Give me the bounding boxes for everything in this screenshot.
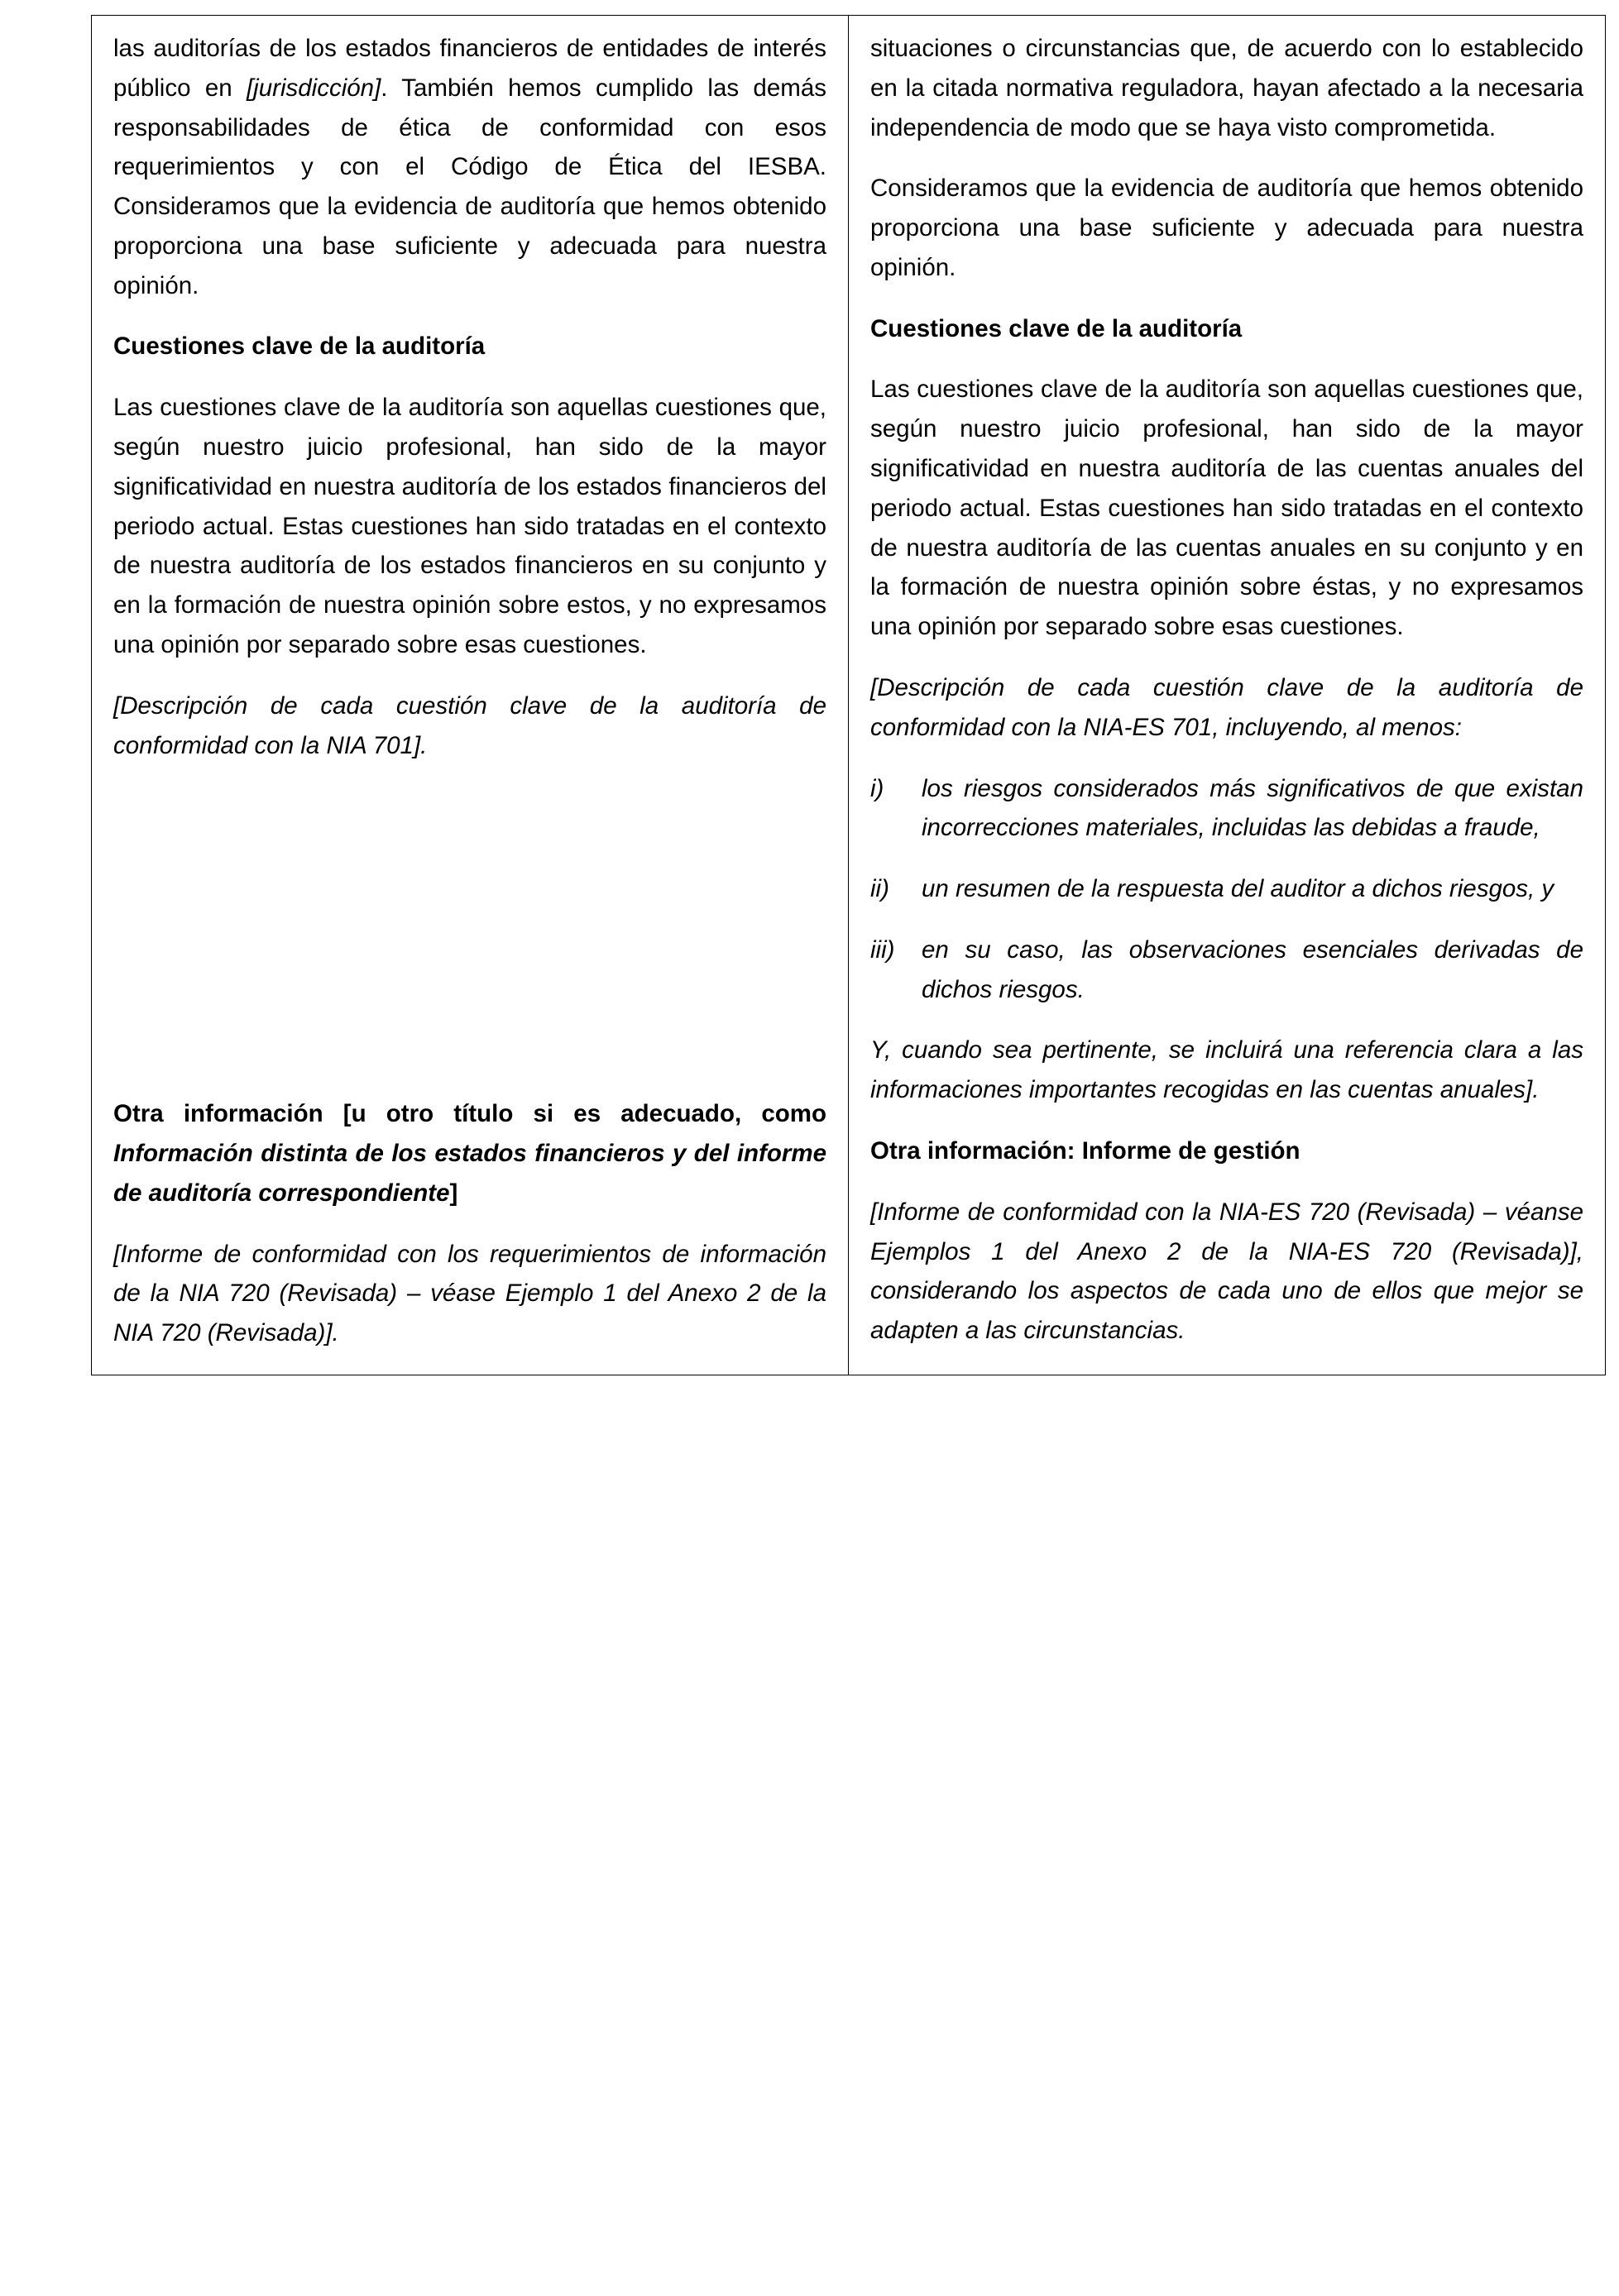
heading-run-bold-italic: Información distinta de los estados financieros y del informe de auditoría correspondiente: [113, 1140, 826, 1207]
list-item: [870, 930, 1583, 1010]
heading-run-bold: Otra información [u otro título si es adecuado, como: [113, 1100, 826, 1128]
right-roman-list: [870, 769, 1583, 1010]
list-item-text: un resumen de la respuesta del auditor a dichos riesgos, y: [922, 875, 1554, 903]
left-paragraph-descripcion-nia701: [Descripción de cada cuestión clave de la auditoría de conformidad con la NIA 701].: [113, 691, 826, 759]
right-heading-cuestiones-clave: Cuestiones clave de la auditoría: [870, 314, 1243, 342]
left-column-spacer: [113, 787, 826, 1094]
comparison-table: [91, 15, 1606, 1375]
left-heading-otra-informacion: [113, 1094, 826, 1213]
list-item: [870, 869, 1583, 909]
text-run-normal-2: . También hemos cumplido las demás responsabilidades de ética de conformidad con esos requerimientos y con el Código de Ética del IESBA. Consideramos que la evidencia de auditoría que hemos obtenido proporciona una base suficiente y adecuada para nuestra opinión.: [113, 74, 826, 299]
right-paragraph-situaciones: situaciones o circunstancias que, de acuerdo con lo establecido en la citada normativa reguladora, hayan afectado a la necesaria independencia de modo que se haya visto comprometida.: [870, 35, 1583, 141]
text-run-normal: las auditorías de los estados financieros de entidades de interés público en: [113, 35, 826, 102]
right-paragraph-consideramos: Consideramos que la evidencia de auditoría que hemos obtenido proporciona una base suficiente y adecuada para nuestra opinión.: [870, 175, 1583, 281]
text-run-italic-jurisdiccion: [jurisdicción]: [246, 74, 381, 102]
table-cell-left-column: [92, 16, 849, 1375]
table-row: [92, 16, 1606, 1375]
left-paragraph-informe-nia720: [Informe de conformidad con los requerimientos de información de la NIA 720 (Revisada) – véase Ejemplo 1 del Anexo 2 de la NIA 720 (Revisada)].: [113, 1240, 826, 1347]
list-item-marker: iii): [870, 935, 895, 964]
list-item-text: en su caso, las observaciones esenciales derivadas de dichos riesgos.: [922, 935, 1583, 1003]
left-paragraph-auditorias: [113, 29, 826, 305]
right-heading-otra-informacion: Otra información: Informe de gestión: [870, 1136, 1300, 1165]
list-item-marker: i): [870, 774, 884, 802]
heading-run-bold-close: ]: [449, 1179, 458, 1207]
list-item-text: los riesgos considerados más significativos de que existan incorrecciones materiales, incluidas las debidas a fraude,: [922, 774, 1583, 842]
table-cell-right-column: [849, 16, 1606, 1375]
right-paragraph-cuando-sea-pertinente: Y, cuando sea pertinente, se incluirá una referencia clara a las informaciones importantes recogidas en las cuentas anuales].: [870, 1036, 1583, 1104]
left-paragraph-cuestiones-clave: Las cuestiones clave de la auditoría son aquellas cuestiones que, según nuestro juicio profesional, han sido de la mayor significatividad en nuestra auditoría de los estados financieros del periodo actual. Estas cuestiones han sido tratadas en el contexto de nuestra auditoría de los estados financieros en su conjunto y en la formación de nuestra opinión sobre estos, y no expresamos una opinión por separado sobre esas cuestiones.: [113, 394, 826, 658]
right-paragraph-cuestiones-clave: Las cuestiones clave de la auditoría son aquellas cuestiones que, según nuestro juicio profesional, han sido de la mayor significatividad en nuestra auditoría de las cuentas anuales del periodo actual. Estas cuestiones han sido tratadas en el contexto de nuestra auditoría de las cuentas anuales en su conjunto y en la formación de nuestra opinión sobre éstas, y no expresamos una opinión por separado sobre esas cuestiones.: [870, 375, 1583, 641]
left-heading-cuestiones-clave: Cuestiones clave de la auditoría: [113, 332, 486, 361]
right-paragraph-descripcion-niaes701: [Descripción de cada cuestión clave de la auditoría de conformidad con la NIA-ES 701, incluyendo, al menos:: [870, 673, 1583, 741]
list-item-marker: ii): [870, 875, 889, 903]
right-paragraph-informe-niaes720: [Informe de conformidad con la NIA-ES 720 (Revisada) – véanse Ejemplos 1 del Anexo 2 de la NIA-ES 720 (Revisada)], considerando los aspectos de cada uno de ellos que mejor se adapten a las circunstancias.: [870, 1198, 1583, 1345]
list-item: [870, 769, 1583, 849]
